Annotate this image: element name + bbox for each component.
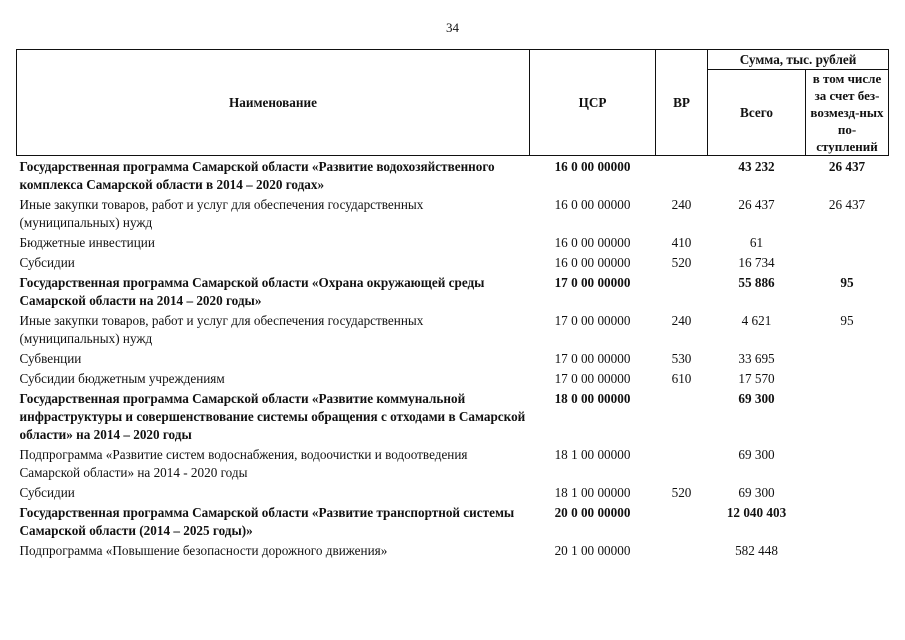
row-vr-cell: [656, 273, 708, 311]
row-csr-cell: 18 1 00 00000: [554, 447, 631, 462]
row-name-cell: Субвенции: [19, 351, 82, 366]
row-name-cell: Иные закупки товаров, работ и услуг для обеспечения государственных (муниципальных) нужд: [19, 197, 424, 230]
row-incl-cell: [806, 445, 889, 483]
table-row: [17, 311, 889, 349]
table-row: [17, 389, 889, 445]
table-row: [17, 253, 889, 273]
row-total-cell: 69 300: [738, 447, 775, 462]
row-vr-cell: 520: [671, 255, 692, 270]
row-csr-cell: 18 1 00 00000: [554, 485, 631, 500]
header-vr: ВР: [656, 50, 708, 156]
row-name-cell: Субсидии бюджетным учреждениям: [19, 371, 225, 386]
row-total-cell: 43 232: [738, 159, 775, 174]
table-body: [17, 156, 889, 562]
row-total-cell: 69 300: [738, 485, 775, 500]
header-sum: Сумма, тыс. рублей: [708, 50, 889, 70]
page-number: 34: [446, 20, 459, 35]
table-row: [17, 503, 889, 541]
row-incl-cell: 26 437: [828, 197, 866, 212]
table-row: [17, 541, 889, 561]
row-total-cell: 55 886: [738, 275, 775, 290]
table-row: [17, 195, 889, 233]
table-row: [17, 445, 889, 483]
row-incl-cell: [806, 369, 889, 389]
row-csr-cell: 18 0 00 00000: [554, 391, 631, 406]
table-row: [17, 369, 889, 389]
row-vr-cell: [656, 541, 708, 561]
row-total-cell: 4 621: [741, 313, 772, 328]
table-header: [17, 50, 889, 156]
row-name-cell: Государственная программа Самарской области «Развитие коммунальной инфраструктуры и совершенствование системы обращения с отходами в Самарской области» на 2014 – 2020 годы: [19, 391, 526, 442]
row-vr-cell: [656, 503, 708, 541]
row-vr-cell: 530: [671, 351, 692, 366]
row-vr-cell: [656, 156, 708, 196]
row-csr-cell: 20 0 00 00000: [554, 505, 631, 520]
row-name-cell: Государственная программа Самарской области «Развитие транспортной системы Самарской области (2014 – 2025 годы)»: [19, 505, 515, 538]
budget-table: [16, 49, 889, 561]
row-incl-cell: [806, 253, 889, 273]
row-total-cell: 12 040 403: [726, 505, 787, 520]
row-incl-cell: [806, 483, 889, 503]
row-csr-cell: 16 0 00 00000: [554, 235, 631, 250]
header-csr: ЦСР: [530, 50, 656, 156]
row-name-cell: Государственная программа Самарской области «Развитие водохозяйственного комплекса Самарской области в 2014 – 2020 годах»: [19, 159, 495, 192]
header-name: Наименование: [17, 50, 530, 156]
row-vr-cell: [656, 445, 708, 483]
row-incl-cell: [806, 503, 889, 541]
table-row: [17, 273, 889, 311]
header-total: Всего: [708, 70, 806, 156]
row-name-cell: Подпрограмма «Повышение безопасности дорожного движения»: [19, 543, 388, 558]
row-csr-cell: 16 0 00 00000: [554, 255, 631, 270]
row-vr-cell: 520: [671, 485, 692, 500]
row-vr-cell: 240: [671, 197, 692, 212]
row-name-cell: Подпрограмма «Развитие систем водоснабжения, водоочистки и водоотведения Самарской области» на 2014 - 2020 годы: [19, 447, 468, 480]
table-row: [17, 156, 889, 196]
row-incl-cell: [806, 349, 889, 369]
row-vr-cell: 240: [671, 313, 692, 328]
row-csr-cell: 20 1 00 00000: [554, 543, 631, 558]
row-incl-cell: 95: [840, 275, 854, 290]
row-total-cell: 26 437: [738, 197, 775, 212]
row-name-cell: Государственная программа Самарской области «Охрана окружающей среды Самарской области на 2014 – 2020 годы»: [19, 275, 485, 308]
row-total-cell: 17 570: [738, 371, 775, 386]
table-row: [17, 483, 889, 503]
row-csr-cell: 17 0 00 00000: [554, 275, 631, 290]
row-csr-cell: 17 0 00 00000: [554, 313, 631, 328]
row-csr-cell: 17 0 00 00000: [554, 371, 631, 386]
row-vr-cell: [656, 389, 708, 445]
row-incl-cell: [806, 233, 889, 253]
row-total-cell: 61: [749, 235, 764, 250]
row-vr-cell: 610: [671, 371, 692, 386]
row-total-cell: 16 734: [738, 255, 775, 270]
row-incl-cell: [806, 389, 889, 445]
row-incl-cell: 95: [840, 313, 854, 328]
row-name-cell: Субсидии: [19, 485, 75, 500]
row-total-cell: 582 448: [735, 543, 778, 558]
row-incl-cell: [806, 541, 889, 561]
header-incl: в том числе за счет без-возмезд-ных по-ступлений: [806, 70, 889, 156]
row-name-cell: Субсидии: [19, 255, 75, 270]
row-name-cell: Иные закупки товаров, работ и услуг для обеспечения государственных (муниципальных) нужд: [19, 313, 424, 346]
row-vr-cell: 410: [671, 235, 692, 250]
row-csr-cell: 17 0 00 00000: [554, 351, 631, 366]
row-total-cell: 69 300: [738, 391, 775, 406]
row-name-cell: Бюджетные инвестиции: [19, 235, 155, 250]
row-csr-cell: 16 0 00 00000: [554, 159, 631, 174]
table-row: [17, 233, 889, 253]
table-row: [17, 349, 889, 369]
row-csr-cell: 16 0 00 00000: [554, 197, 631, 212]
row-total-cell: 33 695: [738, 351, 775, 366]
row-incl-cell: 26 437: [828, 159, 866, 174]
